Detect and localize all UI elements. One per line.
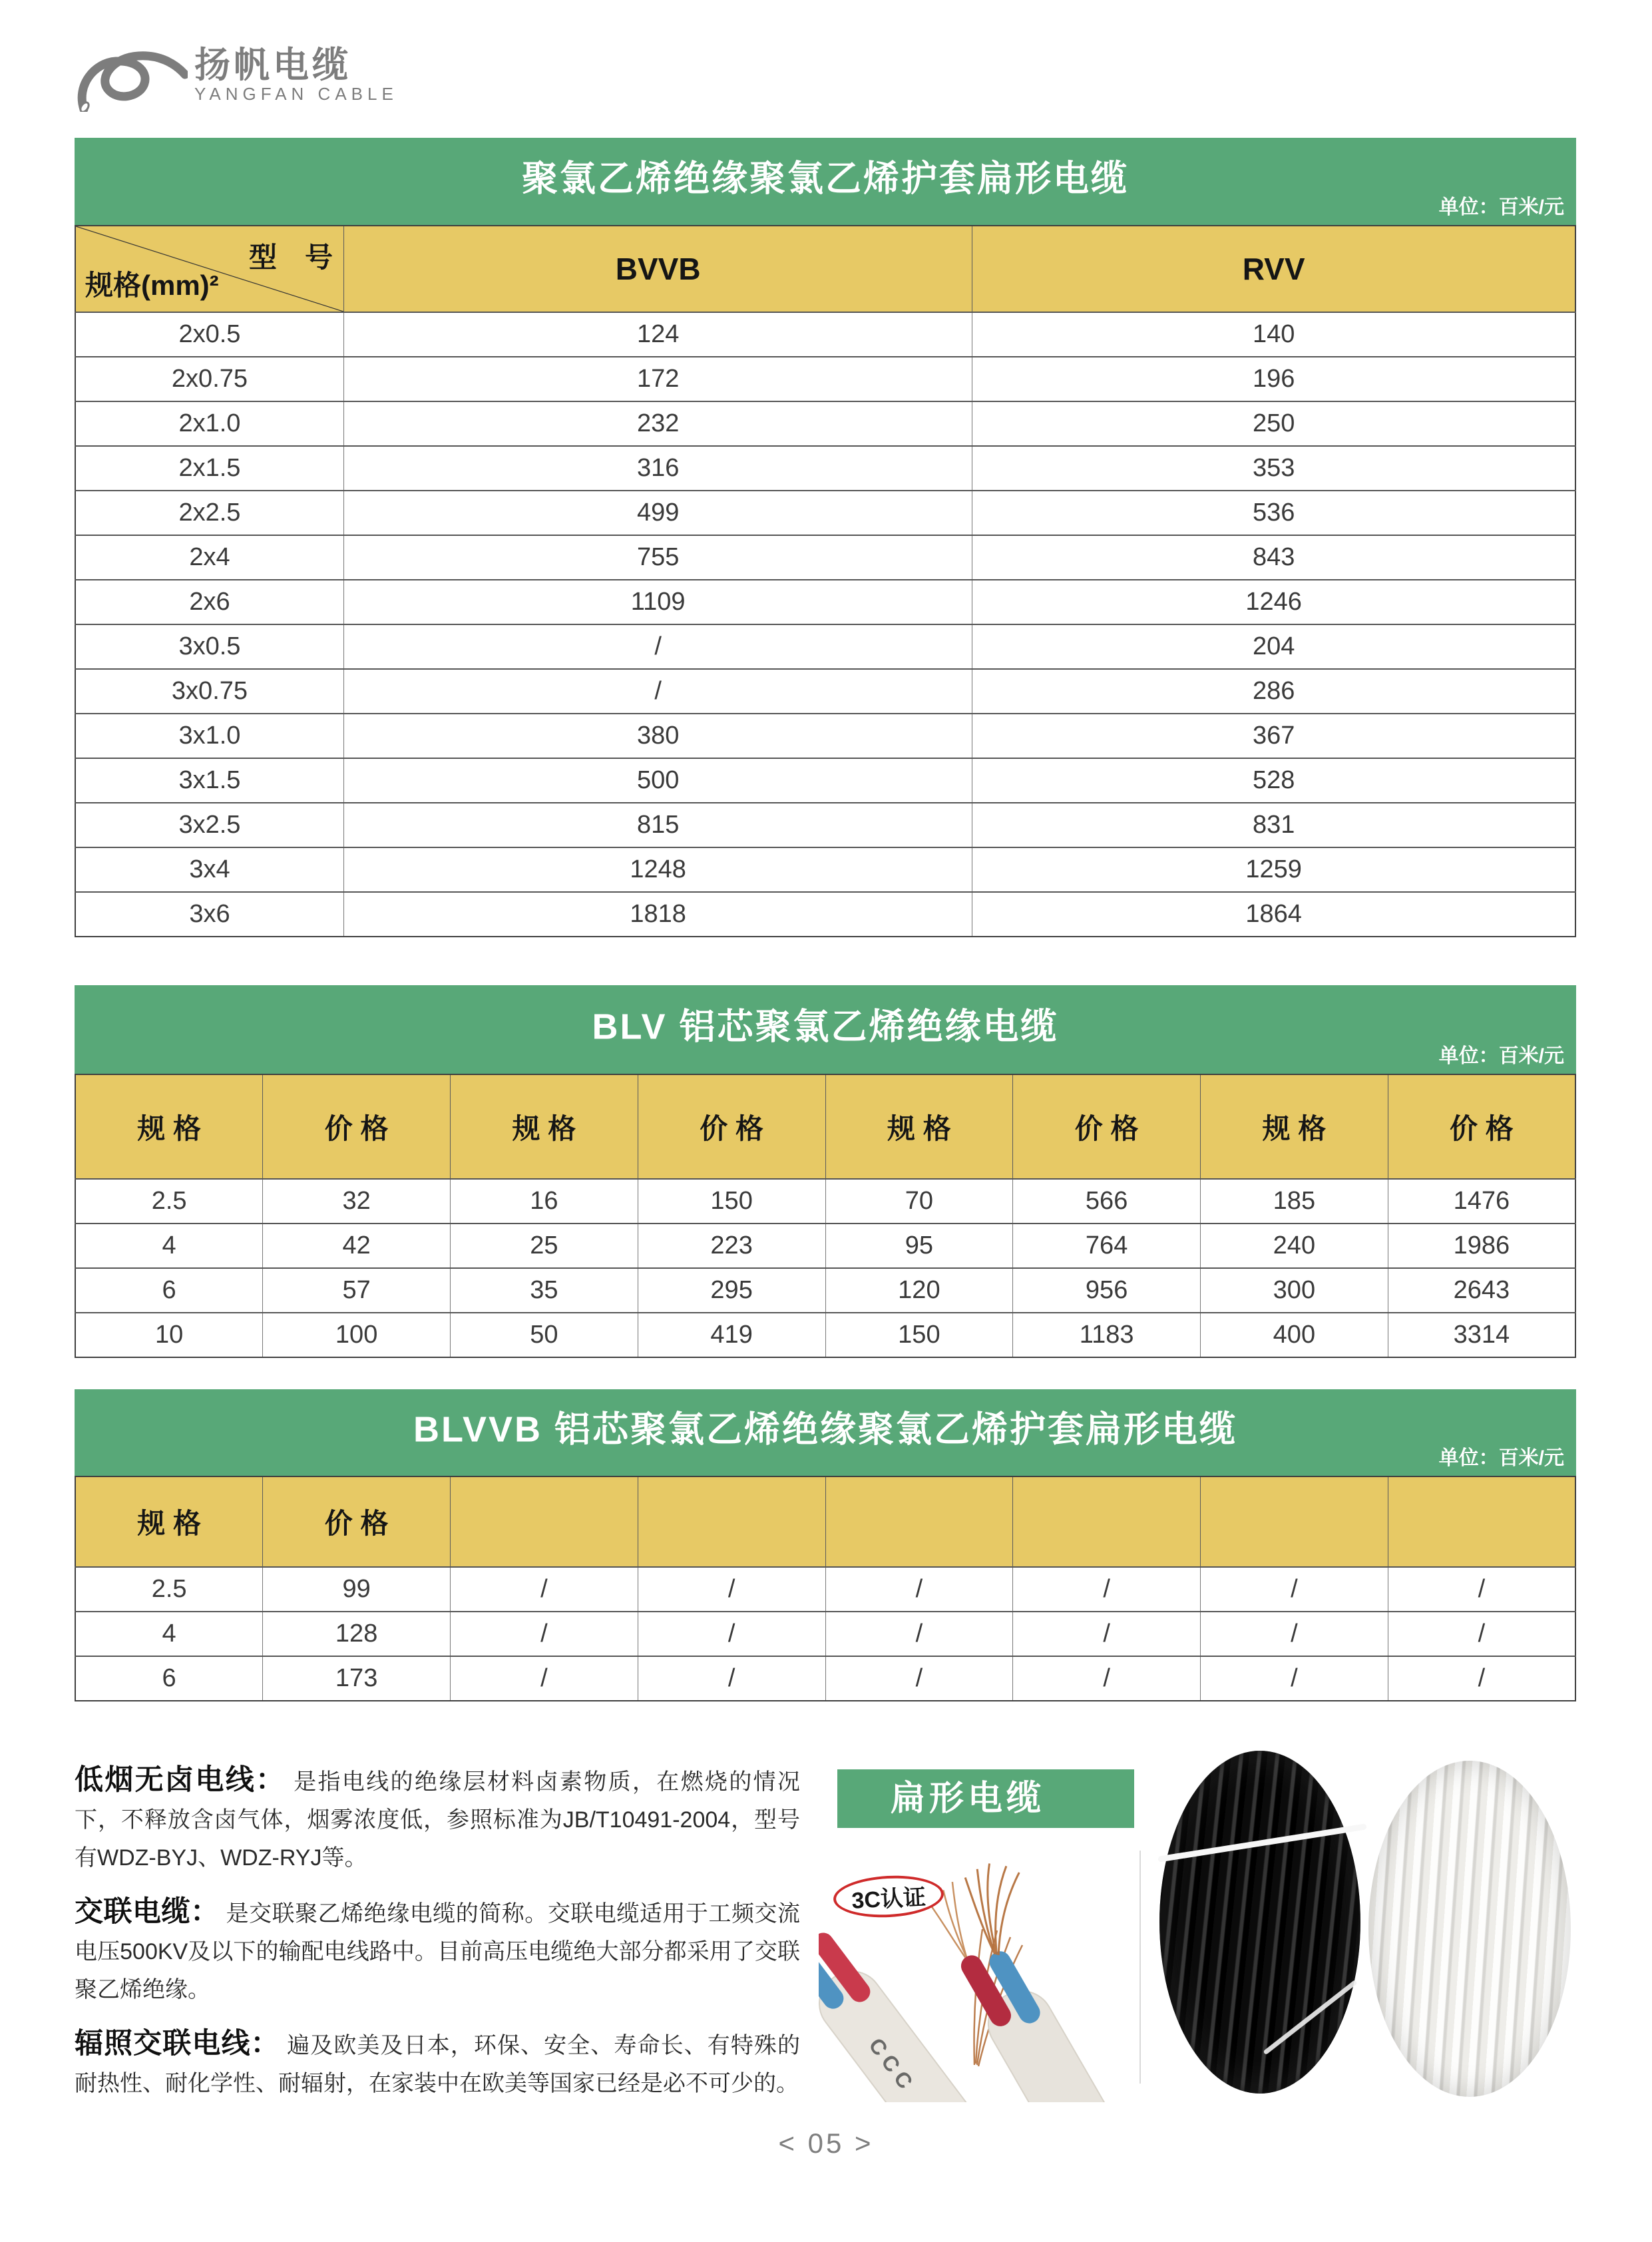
table-cell: / [1388, 1567, 1575, 1612]
table-cell: 2x1.5 [75, 446, 343, 491]
table-cell: 3x6 [75, 892, 343, 937]
table-cell: 196 [972, 357, 1575, 401]
note-irradiated [75, 2025, 800, 2103]
table-cell: 70 [825, 1179, 1013, 1224]
table2-title: BLV 铝芯聚氯乙烯绝缘电缆 [592, 1006, 1059, 1046]
table-row [75, 803, 1575, 847]
coil-strap [1263, 1979, 1357, 2054]
table2-unit-label: 单位：百米/元 [1438, 1045, 1564, 1067]
table-cell: / [1013, 1612, 1201, 1656]
table1-corner-cell [75, 226, 343, 312]
table-cell: 250 [972, 401, 1575, 446]
table-cell: 50 [451, 1313, 638, 1357]
table-cell: 35 [451, 1268, 638, 1313]
table-row [75, 491, 1575, 535]
blv-cable-price-table [75, 1074, 1576, 1358]
table-row [75, 1224, 1575, 1268]
table-cell: / [1013, 1567, 1201, 1612]
table-cell: 140 [972, 312, 1575, 357]
table2-title-band [75, 985, 1576, 1074]
blvvb-cable-price-table [75, 1476, 1576, 1701]
table-cell: 42 [263, 1224, 451, 1268]
table-cell: 223 [638, 1224, 825, 1268]
table-cell: / [825, 1567, 1013, 1612]
table-cell: / [1201, 1656, 1388, 1701]
coil-strap [1157, 1823, 1367, 1862]
table-cell: 172 [343, 357, 972, 401]
table2-header-spec-4: 规 格 [1201, 1074, 1388, 1179]
table1-unit-label: 单位：百米/元 [1438, 196, 1564, 218]
table-cell: 764 [1013, 1224, 1201, 1268]
table-row [75, 1567, 1575, 1612]
table-cell: 204 [972, 624, 1575, 669]
note-body: 是交联聚乙烯绝缘电缆的简称。交联电缆适用于工频交流电压500KV及以下的输配电线路中。目前高压电缆绝大部分都采用了交联聚乙烯绝缘。 [75, 1901, 800, 2002]
table-cell: / [1201, 1567, 1388, 1612]
page-number: < 05 > [778, 2128, 874, 2159]
table-cell: 286 [972, 669, 1575, 714]
table-cell: 173 [263, 1656, 451, 1701]
table-cell: 10 [75, 1313, 263, 1357]
table-cell: 2x4 [75, 535, 343, 580]
table-row [75, 669, 1575, 714]
table-cell: 150 [638, 1179, 825, 1224]
table3-header-spec: 规 格 [75, 1476, 263, 1567]
table3-header-empty-2 [638, 1476, 825, 1567]
table3-title-band [75, 1389, 1576, 1476]
table-cell: 3x1.5 [75, 758, 343, 803]
logo-company-name-en: YANGFAN CABLE [194, 84, 398, 104]
pvc-flat-cable-price-table [75, 225, 1576, 937]
table-cell: / [343, 624, 972, 669]
table1-body [75, 312, 1575, 937]
table-cell: 3x0.5 [75, 624, 343, 669]
table-cell: 6 [75, 1268, 263, 1313]
table3-header-empty-4 [1013, 1476, 1201, 1567]
table-cell: 499 [343, 491, 972, 535]
table-cell: 316 [343, 446, 972, 491]
table-cell: 1259 [972, 847, 1575, 892]
table-cell: 99 [263, 1567, 451, 1612]
table-cell: 755 [343, 535, 972, 580]
table-cell: / [1201, 1612, 1388, 1656]
table2-header-spec-2: 规 格 [451, 1074, 638, 1179]
photo-divider-line [1139, 1851, 1141, 2084]
table-cell: 1248 [343, 847, 972, 892]
table-cell: / [825, 1656, 1013, 1701]
table-cell: / [1388, 1612, 1575, 1656]
table3-title: BLVVB 铝芯聚氯乙烯绝缘聚氯乙烯护套扁形电缆 [413, 1409, 1237, 1450]
table-cell: 2.5 [75, 1179, 263, 1224]
note-lead: 交联电缆： [75, 1896, 220, 1928]
table-cell: 3x2.5 [75, 803, 343, 847]
table-cell: 300 [1201, 1268, 1388, 1313]
table-cell: 4 [75, 1224, 263, 1268]
table-cell: 3x0.75 [75, 669, 343, 714]
table-cell: 2x2.5 [75, 491, 343, 535]
table-cell: 16 [451, 1179, 638, 1224]
flat-cable-label-text: 扁形电缆 [891, 1779, 1046, 1818]
table-row [75, 624, 1575, 669]
note-body: 是指电线的绝缘层材料卤素物质，在燃烧的情况下，不释放含卤气体，烟雾浓度低，参照标准为JB/T10491-2004，型号有WDZ-BYJ、WDZ-RYJ等。 [75, 1769, 801, 1871]
table-cell: 1246 [972, 580, 1575, 624]
table-row [75, 535, 1575, 580]
table-cell: 831 [972, 803, 1575, 847]
table-cell: 25 [451, 1224, 638, 1268]
table-cell: 95 [825, 1224, 1013, 1268]
note-body: 遍及欧美及日本，环保、安全、寿命长、有特殊的耐热性、耐化学性、耐辐射，在家装中在欧美等国家已经是必不可少的。 [75, 2033, 801, 2096]
table-cell: 528 [972, 758, 1575, 803]
table-cell: / [343, 669, 972, 714]
table-cell: 32 [263, 1179, 451, 1224]
table-cell: / [638, 1656, 825, 1701]
table1-column-bvvb: BVVB [343, 226, 972, 312]
table-cell: / [451, 1567, 638, 1612]
table-cell: 120 [825, 1268, 1013, 1313]
table-cell: 536 [972, 491, 1575, 535]
table-row [75, 580, 1575, 624]
table-cell: 956 [1013, 1268, 1201, 1313]
table-row [75, 1179, 1575, 1224]
table-cell: / [638, 1567, 825, 1612]
cable-notes [75, 1761, 800, 2119]
table-cell: 815 [343, 803, 972, 847]
table-cell: 353 [972, 446, 1575, 491]
table-row [75, 1612, 1575, 1656]
table-cell: 1183 [1013, 1313, 1201, 1357]
note-lead: 低烟无卤电线： [75, 1764, 286, 1796]
note-low-smoke [75, 1761, 800, 1877]
table-row [75, 1268, 1575, 1313]
table2-header-spec-1: 规 格 [75, 1074, 263, 1179]
white-cable-coil-photo [1368, 1761, 1571, 2097]
table-cell: 1109 [343, 580, 972, 624]
table2-header-price-1: 价 格 [263, 1074, 451, 1179]
table3-header-price: 价 格 [263, 1476, 451, 1567]
table-row [75, 1313, 1575, 1357]
table-cell: / [1013, 1656, 1201, 1701]
table-cell: 6 [75, 1656, 263, 1701]
table-row [75, 401, 1575, 446]
note-lead: 辐照交联电线： [75, 2028, 280, 2060]
table-row [75, 312, 1575, 357]
company-logo [75, 32, 421, 112]
table3-body [75, 1567, 1575, 1701]
table-cell: / [451, 1612, 638, 1656]
table-cell: 380 [343, 714, 972, 758]
svg-text:CCC: CCC [864, 2033, 921, 2098]
table-cell: 2x1.0 [75, 401, 343, 446]
table-cell: 367 [972, 714, 1575, 758]
table-cell: 3314 [1388, 1313, 1575, 1357]
table1-title-band [75, 138, 1576, 225]
table2-body [75, 1179, 1575, 1357]
table-cell: 2x0.75 [75, 357, 343, 401]
table-row [75, 446, 1575, 491]
table-cell: 2.5 [75, 1567, 263, 1612]
black-cable-coil-photo [1159, 1751, 1360, 2094]
table-cell: 2643 [1388, 1268, 1575, 1313]
table-cell: 2x0.5 [75, 312, 343, 357]
table-cell: 124 [343, 312, 972, 357]
table3-header-empty-3 [825, 1476, 1013, 1567]
table-cell: 1818 [343, 892, 972, 937]
table-row [75, 714, 1575, 758]
table-row [75, 892, 1575, 937]
table-cell: 1986 [1388, 1224, 1575, 1268]
table3-header-empty-6 [1388, 1476, 1575, 1567]
table-cell: 1864 [972, 892, 1575, 937]
corner-model-label: 型 号 [248, 242, 333, 273]
table3-header-empty-1 [451, 1476, 638, 1567]
table-row [75, 847, 1575, 892]
cable-loop-logo-icon [75, 45, 188, 112]
table2-header-price-2: 价 格 [638, 1074, 825, 1179]
table2-header-spec-3: 规 格 [825, 1074, 1013, 1179]
table-row [75, 1656, 1575, 1701]
table1-title: 聚氯乙烯绝缘聚氯乙烯护套扁形电缆 [522, 158, 1129, 198]
table-cell: 843 [972, 535, 1575, 580]
table-cell: 100 [263, 1313, 451, 1357]
table-cell: 57 [263, 1268, 451, 1313]
table-cell: 128 [263, 1612, 451, 1656]
table3-unit-label: 单位：百米/元 [1438, 1447, 1564, 1469]
table-cell: / [451, 1656, 638, 1701]
table-cell: 400 [1201, 1313, 1388, 1357]
table-cell: 4 [75, 1612, 263, 1656]
table-cell: / [825, 1612, 1013, 1656]
table-row [75, 758, 1575, 803]
table3-header-empty-5 [1201, 1476, 1388, 1567]
table-cell: 232 [343, 401, 972, 446]
table-cell: 240 [1201, 1224, 1388, 1268]
table-cell: 150 [825, 1313, 1013, 1357]
flat-cable-label [837, 1769, 1134, 1828]
table2-header-price-4: 价 格 [1388, 1074, 1575, 1179]
table-cell: / [1388, 1656, 1575, 1701]
table-cell: / [638, 1612, 825, 1656]
table-cell: 185 [1201, 1179, 1388, 1224]
table-cell: 3x1.0 [75, 714, 343, 758]
table-cell: 3x4 [75, 847, 343, 892]
table-cell: 500 [343, 758, 972, 803]
table-cell: 2x6 [75, 580, 343, 624]
table1-column-rvv: RVV [972, 226, 1575, 312]
corner-spec-label: 规格(mm)² [85, 270, 219, 301]
table-cell: 1476 [1388, 1179, 1575, 1224]
note-xlpe [75, 1893, 800, 2009]
table-cell: 419 [638, 1313, 825, 1357]
table-cell: 566 [1013, 1179, 1201, 1224]
table-row [75, 357, 1575, 401]
ccc-badge-text: 3C认证 [851, 1884, 927, 1914]
logo-company-name: 扬帆电缆 [194, 45, 351, 85]
table2-header-price-3: 价 格 [1013, 1074, 1201, 1179]
table-cell: 295 [638, 1268, 825, 1313]
